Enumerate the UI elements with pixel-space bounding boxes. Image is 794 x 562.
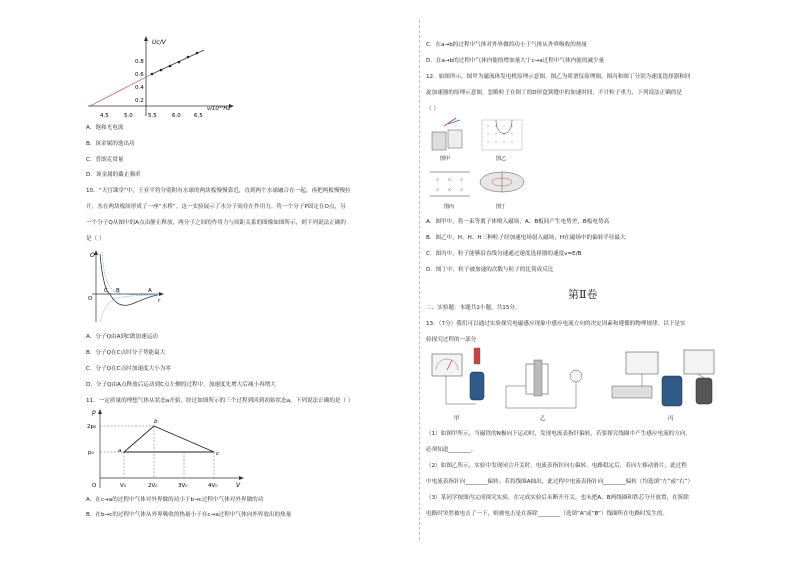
x-tick: 5.0 <box>124 113 133 119</box>
x-tick: 6.5 <box>194 113 203 119</box>
fig-label: 图丁 <box>496 204 507 210</box>
q13-part2: （2）如图乙所示，实验中发现闭合开关时，电流表指针向右偏转，电路稳定后，若向左移动滑片，此过程 <box>426 463 687 469</box>
x-tick: 2V₀ <box>148 483 158 489</box>
cyclotron-figure <box>480 172 524 210</box>
data-point <box>160 69 163 72</box>
x-tick: 5.5 <box>148 113 157 119</box>
y-tick: 0.2 <box>135 98 144 104</box>
q10-option-b: B．分子Q在C点时分子势能最大 <box>86 350 166 356</box>
data-point <box>169 65 172 68</box>
figure-bing <box>612 350 714 422</box>
state-c-label: c <box>216 451 220 457</box>
point-b-label: B <box>116 288 120 294</box>
q9-option-d: D．该金属的截止频率 <box>86 172 141 178</box>
fig-label: 乙 <box>540 416 546 422</box>
q10-option-c: C．分子Q在C点时加速度大小为零 <box>86 366 171 372</box>
fig-label: 丙 <box>668 416 674 422</box>
q10-line: 是（ ） <box>86 236 105 242</box>
q12-line: 旋加速器的原理示意图，忽略粒子在图丁的D形盒狭缝中的加速时间，不计粒子重力，下列说法正确的是 <box>426 90 683 96</box>
y-tick: 2p₀ <box>87 424 97 430</box>
x-tick: 3V₀ <box>178 483 188 489</box>
y-tick: p₀ <box>88 450 94 456</box>
point-a-label: A <box>148 288 152 294</box>
state-b-label: b <box>154 419 158 425</box>
data-point <box>196 52 199 55</box>
q13-line: 验探究过程的一部分 <box>426 337 477 343</box>
column-divider <box>419 20 420 540</box>
q12-option-b: B．图乙中，H、H、H三种粒子经加速电场射入磁场，H在磁场中的偏转半径最大 <box>426 235 626 241</box>
x-tick: 6.0 <box>172 113 181 119</box>
q13-part3: （3）某同学按图丙完成探究实验，在完成实验后未断开开关，也未把A、B两线圈和铁芯分开放置，在拆除 <box>426 495 689 501</box>
q12-line: （ ） <box>426 106 439 112</box>
fig-label: 图乙 <box>496 156 507 162</box>
q11-option-a: A．在c→a的过程中气体对外界做的功小于b→c过程中气体对外界做的功 <box>86 497 264 503</box>
fig-label: 图丙 <box>444 204 455 210</box>
origin-label: O <box>92 483 97 489</box>
q9-option-a: A．饱和光电流 <box>86 125 124 131</box>
fig-label: 甲 <box>454 416 460 422</box>
figure-jia <box>432 348 484 422</box>
q11-option-d: D．在a→b的过程中气体内能的增加量大于c→a过程中气体内能的减少量 <box>426 58 605 64</box>
pv-graph <box>86 408 246 493</box>
y-axis-label: O <box>90 252 95 259</box>
q10-line: 一个分子Q从图中的A点由静止释放，两分子之间的作用力与间距关系的图像如图所示，则下列说法正确的 <box>86 220 346 226</box>
y-tick: 0.8 <box>135 59 144 65</box>
q13-part1: （1）如图甲所示，当磁铁的N极向下运动时，发现电流表指针偏转，若要探究线圈中产生感应电流的方向， <box>426 431 692 437</box>
q12-option-c: C．图丙中，粒子能够沿直线匀速通过速度选择器的速度v=E/B <box>426 251 582 257</box>
q10-option-d: D．分子Q由A点释放后运动到C点左侧的过程中，加速度先增大后减小再增大 <box>86 382 276 388</box>
section-title: 第Ⅱ卷 <box>568 288 598 301</box>
q11-stem: 11．一定质量的理想气体从状态a开始，经过如图所示的三个过程到回到初始状态a，下列说法正确的是（ ） <box>86 398 354 404</box>
x-tick: V₀ <box>120 483 126 489</box>
q12-figures <box>426 116 536 216</box>
q9-option-b: B．该金属的逸出功 <box>86 141 135 147</box>
section-intro: 二、实验题：本题共2小题，共15分。 <box>426 305 521 311</box>
figure-yi <box>506 360 582 422</box>
q9-option-c: C．普朗克常量 <box>86 157 124 163</box>
y-tick: 0.4 <box>135 85 144 91</box>
q13-part3-cont: 电路时突然被电击了一下，则被电击是在拆除________（选填“A”或“B”）线圈所在电路时发生的。 <box>426 511 669 517</box>
state-a-label: a <box>118 448 122 454</box>
x-axis-label: ν/10¹⁴Hz <box>207 106 231 112</box>
q13-figures <box>426 346 761 426</box>
photoelectric-graph <box>86 34 236 124</box>
y-axis-label: Uc/V <box>152 39 166 46</box>
q13-part1-cont: 必须知道________。 <box>426 447 477 453</box>
q12-option-a: A．图甲中，将一束等离子体喷入磁场，A、B板间产生电势差，B板电势高 <box>426 219 610 225</box>
q11-option-b: B．在b→c的过程中气体从外界吸收的热量小于在c→a过程中气体向外界放出的热量 <box>86 512 292 518</box>
q12-line: 12．如图所示，图甲为磁流体发电机原理示意图，图乙为质谱仪原理图，图丙和图丁分别为速度选择器和回 <box>426 74 691 80</box>
fig-label: 图甲 <box>440 156 451 162</box>
x-tick: 4.5 <box>100 113 109 119</box>
q10-line: 开，水在两块板间形成了一座“水桥”。这一实验展示了水分子间存在作用力。将一个分子P固定在O点，另 <box>86 204 346 210</box>
y-axis-label: p <box>92 409 96 416</box>
q11-option-c: C．在a→b的过程中气体对外界做的功小于气体从外界吸收的热量 <box>426 42 588 48</box>
force-distance-graph <box>86 248 166 328</box>
data-point <box>178 61 181 64</box>
x-axis-label: V <box>236 482 241 489</box>
q10-line: 10．“天宫课堂”中，王亚平将分别附有水球的两块板慢慢靠近，直到两个水球融合在一起，再把两板慢慢拉 <box>86 188 351 194</box>
x-axis-label: r <box>158 298 161 304</box>
data-point <box>151 73 154 76</box>
origin-label: O <box>88 296 93 302</box>
q13-line: 13．（7分）我们可以通过实验探究电磁感应现象中感应电流方向的决定因素和遵循的物理规律。以下是实 <box>426 321 686 327</box>
point-c-label: C <box>104 288 108 294</box>
x-tick: 4V₀ <box>208 483 218 489</box>
q13-part2-cont: 中电流表指针向________偏转；若将线圈A抽出，此过程中电流表指针向________偏转（均选填“左”或“右”） <box>426 479 694 485</box>
q12-option-d: D．图丁中，粒子被加速的次数与粒子的比荷成反比 <box>426 267 554 273</box>
mhd-generator-figure <box>432 118 462 162</box>
y-tick: 0.6 <box>135 72 144 78</box>
mass-spectrometer-figure <box>482 120 522 162</box>
q10-option-a: A．分子Q由A到C做加速运动 <box>86 334 158 340</box>
velocity-selector-figure <box>430 172 470 210</box>
data-point <box>187 56 190 59</box>
